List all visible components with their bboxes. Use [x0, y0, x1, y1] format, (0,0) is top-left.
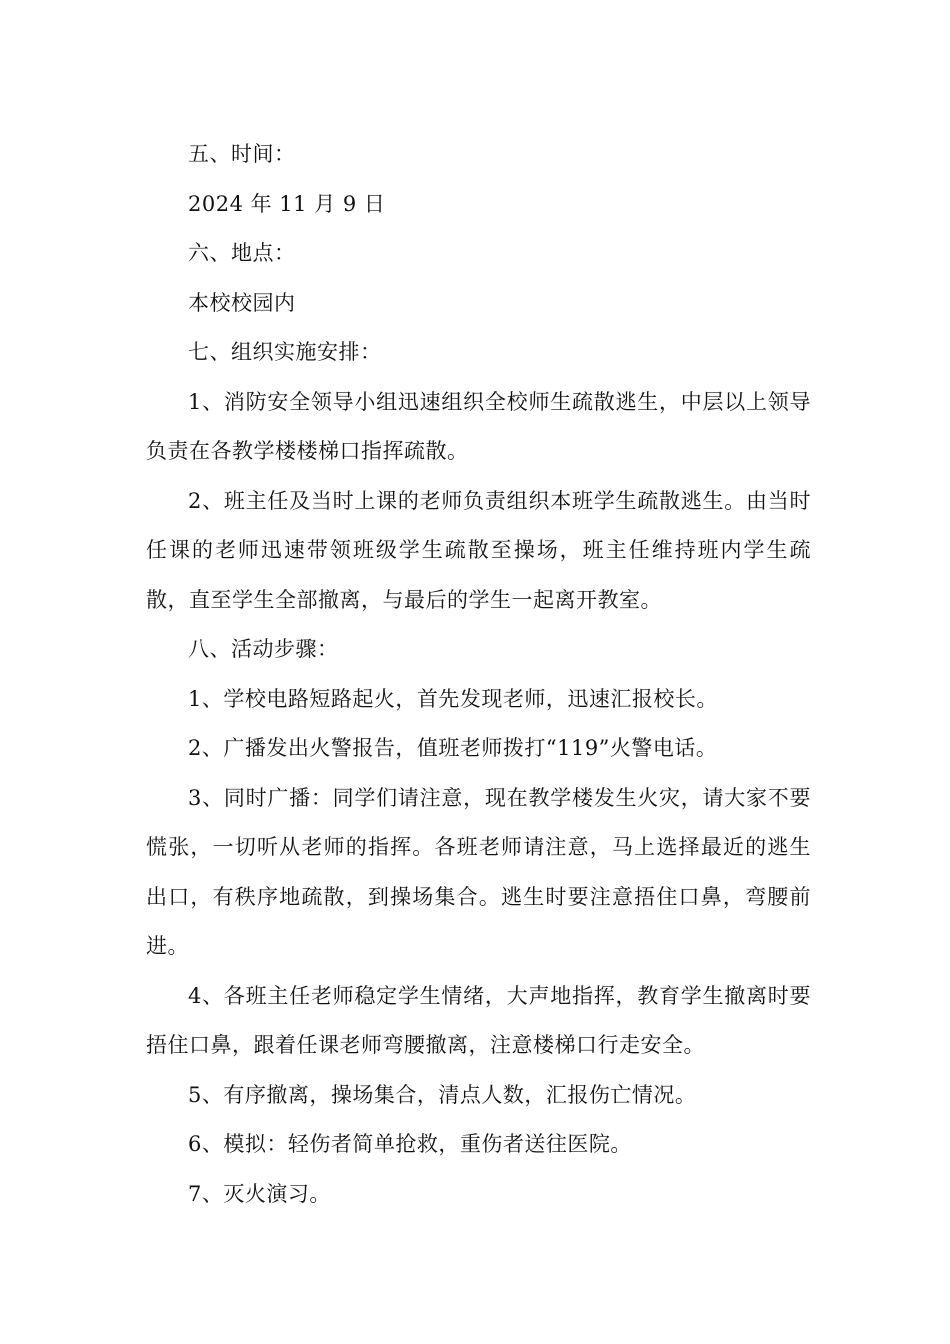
- step-item: 4、各班主任老师稳定学生情绪，大声地指挥，教育学生撤离时要捂住口鼻，跟着任课老师弯腰撤离，注意楼梯口行走安全。: [146, 983, 811, 1057]
- event-date: 2024 年 11 月 9 日: [188, 191, 386, 216]
- step-item: 7、灭火演习。: [188, 1181, 331, 1206]
- section-heading-time: 五、时间：: [188, 142, 296, 166]
- step-item: 6、模拟：轻伤者简单抢救，重伤者送往医院。: [188, 1132, 632, 1156]
- event-location: 本校校园内: [188, 290, 296, 315]
- section-heading-steps: 八、活动步骤：: [188, 637, 339, 661]
- organization-item: 1、消防安全领导小组迅速组织全校师生疏散逃生，中层以上领导负责在各教学楼楼梯口指挥疏散。: [146, 389, 811, 463]
- organization-item: 2、班主任及当时上课的老师负责组织本班学生疏散逃生。由当时任课的老师迅速带领班级学生疏散至操场，班主任维持班内学生疏散，直至学生全部撤离，与最后的学生一起离开教室。: [146, 488, 811, 612]
- step-item: 1、学校电路短路起火，首先发现老师，迅速汇报校长。: [188, 686, 718, 711]
- step-item: 3、同时广播：同学们请注意，现在教学楼发生火灾，请大家不要慌张，一切听从老师的指挥。各班老师请注意，马上选择最近的逃生出口，有秩序地疏散，到操场集合。逃生时要注意捂住口鼻，弯腰前进。: [146, 785, 811, 958]
- step-item: 2、广播发出火警报告，值班老师拨打“119”火警电话。: [188, 736, 718, 760]
- section-heading-location: 六、地点：: [188, 241, 296, 265]
- section-heading-organization: 七、组织实施安排：: [188, 340, 382, 364]
- step-item: 5、有序撤离，操场集合，清点人数，汇报伤亡情况。: [188, 1082, 697, 1107]
- document-body: [146, 130, 811, 1219]
